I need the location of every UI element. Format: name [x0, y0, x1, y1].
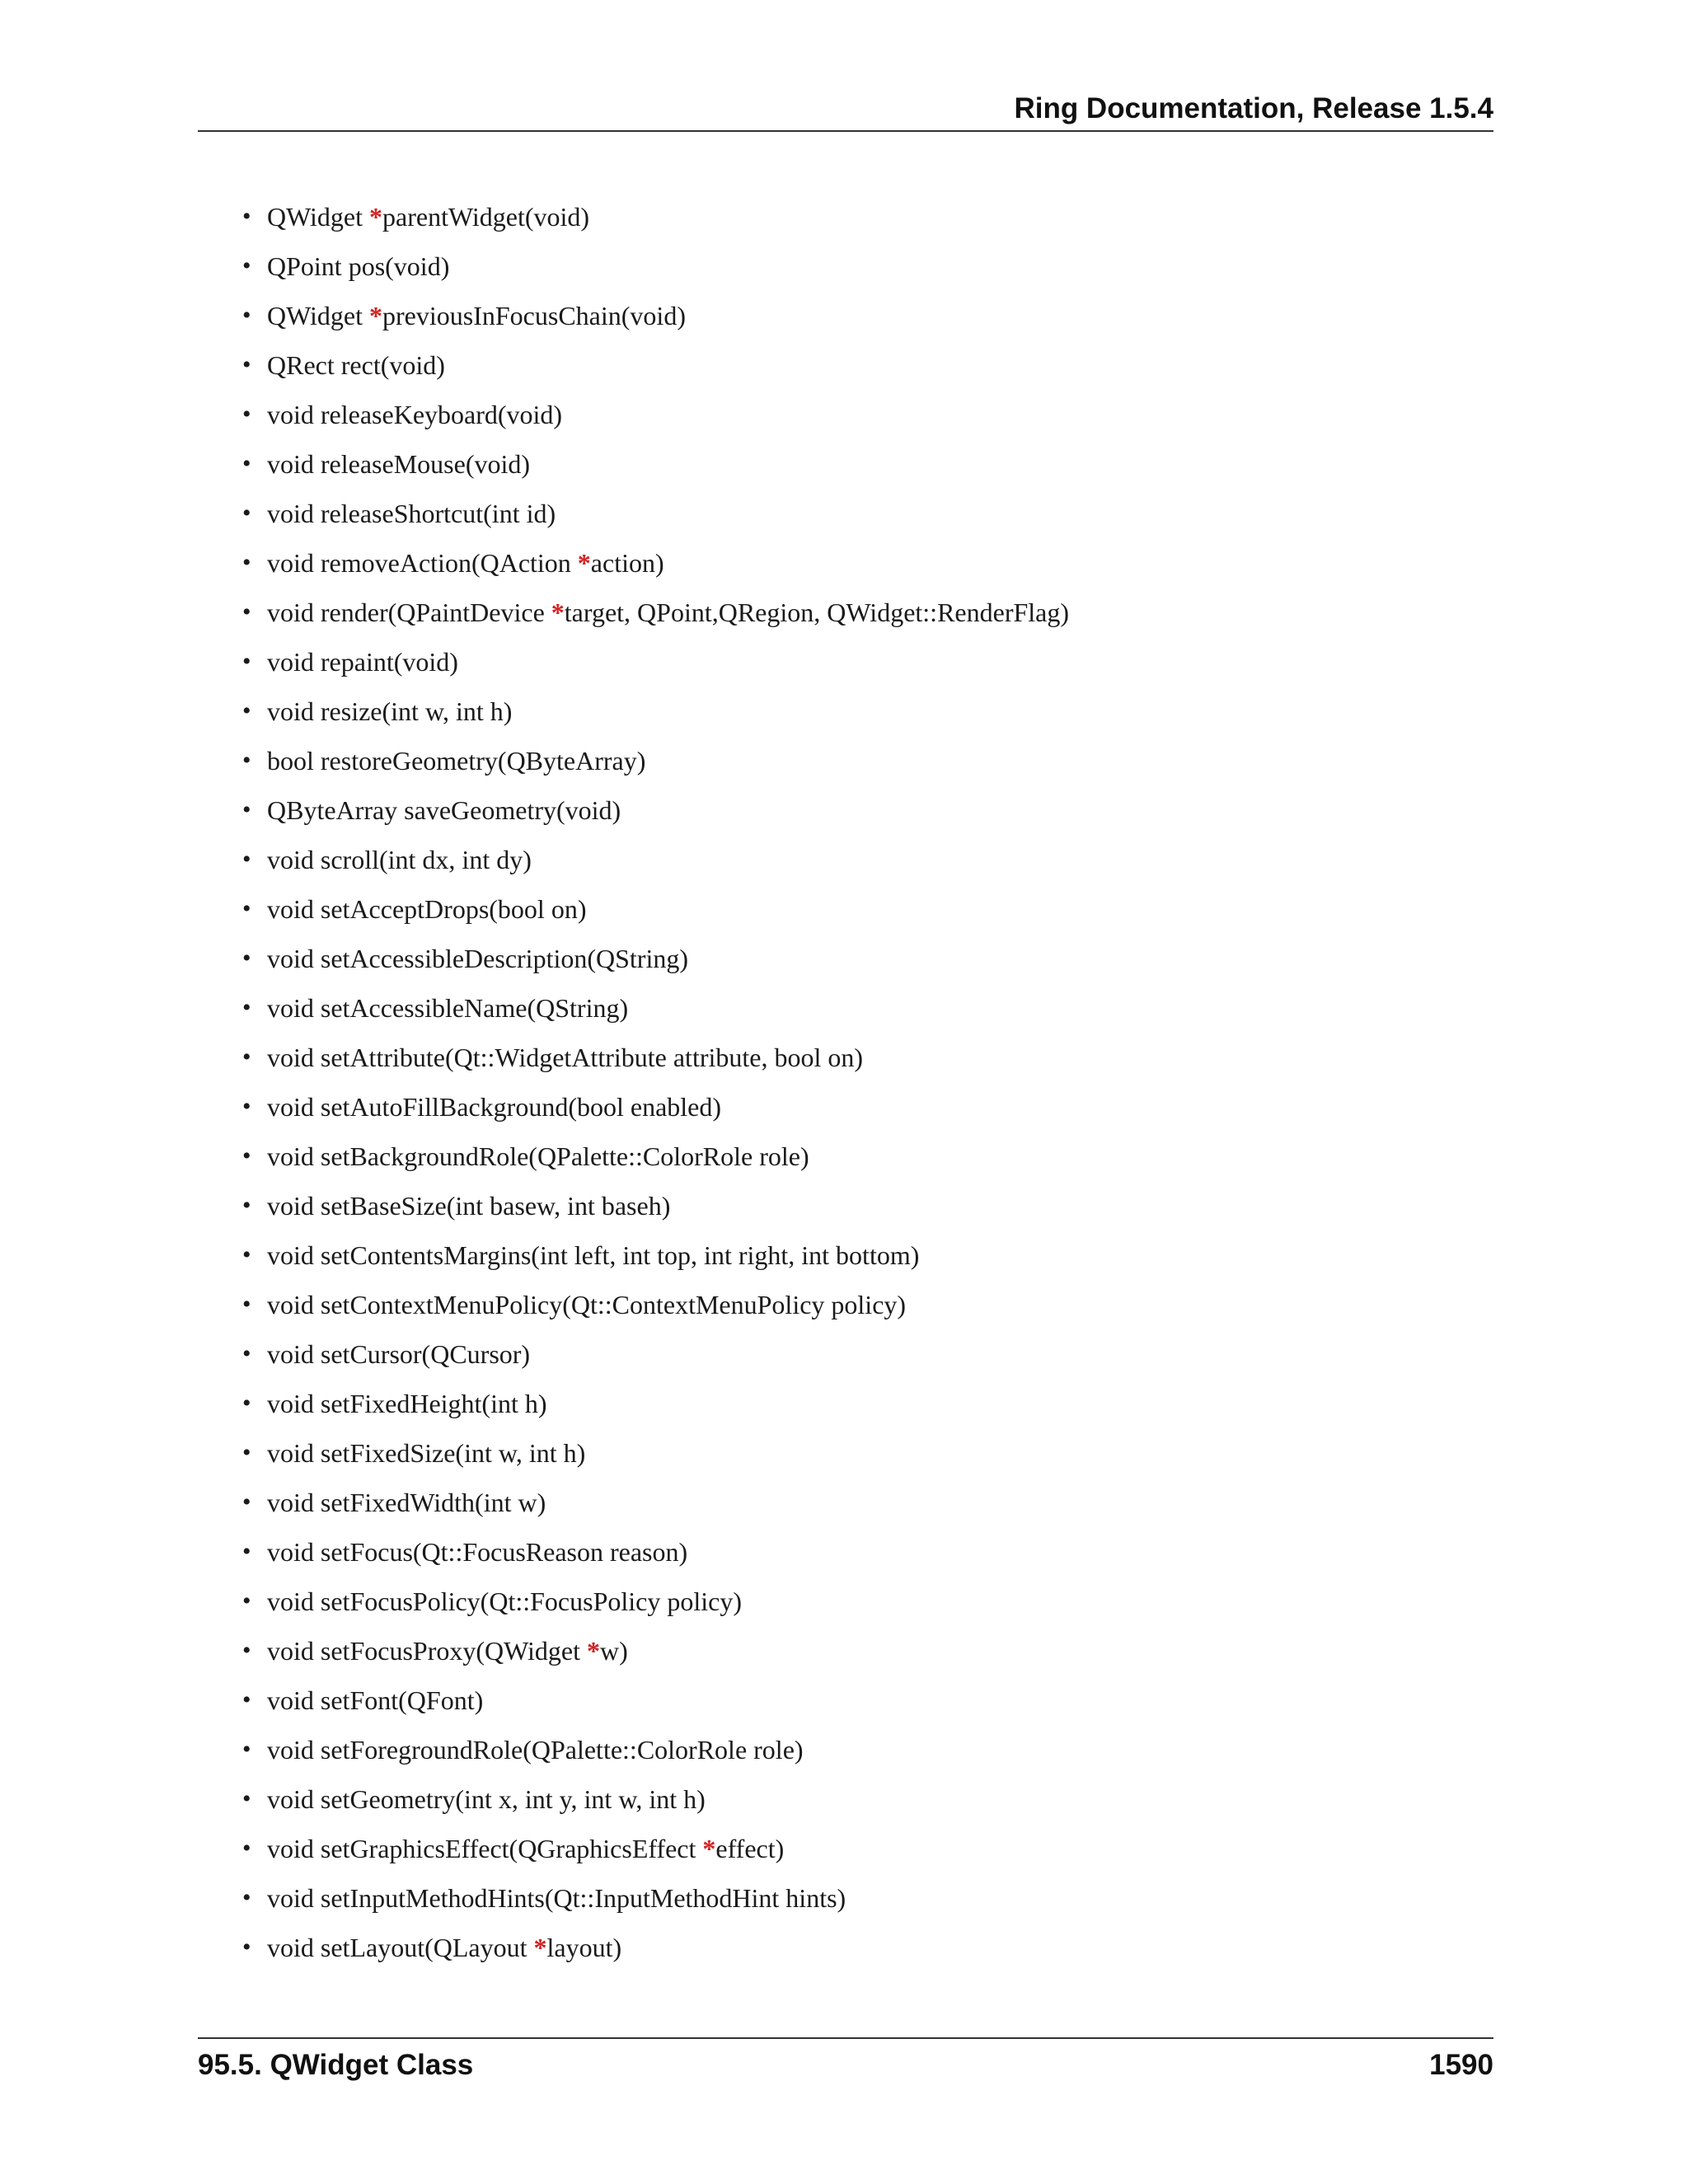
bullet-icon: • — [242, 1142, 251, 1169]
list-item — [242, 1480, 1069, 1530]
bullet-icon: • — [242, 1439, 251, 1466]
bullet-icon: • — [242, 1192, 251, 1219]
list-item — [242, 590, 1069, 640]
bullet-icon: • — [242, 796, 251, 823]
list-item — [242, 442, 1069, 491]
method-signature: void setAcceptDrops(bool on) — [267, 894, 587, 924]
pointer-marker: * — [533, 1933, 547, 1962]
bullet-icon: • — [242, 1736, 251, 1763]
method-signature: void setFocusPolicy(Qt::FocusPolicy policy) — [267, 1586, 742, 1616]
bullet-icon: • — [242, 1340, 251, 1367]
bullet-icon: • — [242, 401, 251, 428]
method-signature: void releaseShortcut(int id) — [267, 499, 556, 528]
bullet-icon: • — [242, 302, 251, 329]
list-item — [242, 986, 1069, 1035]
bullet-icon: • — [242, 1587, 251, 1615]
bullet-icon: • — [242, 1390, 251, 1417]
method-signature: void setLayout(QLayout — [267, 1933, 534, 1962]
list-item — [242, 1579, 1069, 1629]
method-signature: void setBackgroundRole(QPalette::ColorRole role) — [267, 1141, 809, 1171]
bullet-icon: • — [242, 1785, 251, 1812]
list-item — [242, 1085, 1069, 1134]
list-item — [242, 1530, 1069, 1579]
method-signature: void resize(int w, int h) — [267, 696, 513, 726]
method-signature: bool restoreGeometry(QByteArray) — [267, 746, 646, 776]
bullet-icon: • — [242, 1488, 251, 1516]
list-item — [242, 1183, 1069, 1233]
bullet-icon: • — [242, 1093, 251, 1120]
list-item — [242, 887, 1069, 936]
method-signature: void scroll(int dx, int dy) — [267, 845, 532, 874]
method-signature: void setAttribute(Qt::WidgetAttribute attribute, bool on) — [267, 1043, 864, 1072]
bullet-icon: • — [242, 895, 251, 922]
list-item — [242, 194, 1069, 244]
bullet-icon: • — [242, 252, 251, 279]
bullet-icon: • — [242, 1538, 251, 1565]
pointer-marker: * — [369, 202, 383, 232]
list-item — [242, 1629, 1069, 1678]
method-signature: void setFixedWidth(int w) — [267, 1488, 546, 1517]
list-item — [242, 392, 1069, 442]
list-item — [242, 1332, 1069, 1381]
pointer-marker: * — [369, 301, 383, 330]
method-signature: void render(QPaintDevice — [267, 598, 551, 627]
bullet-icon: • — [242, 846, 251, 873]
list-item — [242, 640, 1069, 689]
method-signature-rest: effect) — [715, 1834, 785, 1863]
list-item — [242, 1431, 1069, 1480]
list-item — [242, 936, 1069, 986]
list-item — [242, 1134, 1069, 1183]
bullet-icon: • — [242, 1637, 251, 1664]
method-signature: void setFocusProxy(QWidget — [267, 1636, 588, 1666]
pointer-marker: * — [577, 548, 591, 578]
method-signature: void setGraphicsEffect(QGraphicsEffect — [267, 1834, 703, 1863]
list-item — [242, 788, 1069, 837]
method-signature: void setForegroundRole(QPalette::ColorRole role) — [267, 1735, 804, 1765]
bullet-icon: • — [242, 450, 251, 477]
method-signature: void setInputMethodHints(Qt::InputMethodHint hints) — [267, 1883, 846, 1913]
bullet-icon: • — [242, 944, 251, 972]
method-signature-rest: target, QPoint,QRegion, QWidget::RenderFlag) — [564, 598, 1070, 627]
list-item — [242, 1678, 1069, 1727]
list-item — [242, 1282, 1069, 1332]
section-title: 95.5. QWidget Class — [198, 2049, 474, 2081]
method-signature: void setCursor(QCursor) — [267, 1339, 531, 1369]
method-signature: void setContextMenuPolicy(Qt::ContextMenuPolicy policy) — [267, 1290, 907, 1319]
method-signature-rest: parentWidget(void) — [382, 202, 590, 232]
method-signature: void setFixedHeight(int h) — [267, 1389, 547, 1418]
method-signature: void setAccessibleName(QString) — [267, 993, 629, 1023]
list-item — [242, 837, 1069, 887]
method-signature: QRect rect(void) — [267, 350, 445, 380]
method-signature: void setAutoFillBackground(bool enabled) — [267, 1092, 722, 1122]
method-signature: void setBaseSize(int basew, int baseh) — [267, 1191, 671, 1221]
pointer-marker: * — [702, 1834, 716, 1863]
list-item — [242, 1727, 1069, 1777]
bullet-icon: • — [242, 1933, 251, 1961]
bullet-icon: • — [242, 747, 251, 774]
bullet-icon: • — [242, 648, 251, 675]
method-signature: void removeAction(QAction — [267, 548, 578, 578]
bullet-icon: • — [242, 1686, 251, 1713]
bullet-icon: • — [242, 1241, 251, 1268]
list-item — [242, 244, 1069, 293]
method-signature: QWidget — [267, 202, 370, 232]
bullet-icon: • — [242, 1043, 251, 1071]
method-signature: void setFixedSize(int w, int h) — [267, 1438, 586, 1468]
pointer-marker: * — [551, 598, 565, 627]
list-item — [242, 1233, 1069, 1282]
bullet-icon: • — [242, 203, 251, 230]
method-signature-rest: previousInFocusChain(void) — [382, 301, 686, 330]
method-signature: void setFont(QFont) — [267, 1685, 484, 1715]
bullet-icon: • — [242, 994, 251, 1021]
method-signature-rest: layout) — [546, 1933, 622, 1962]
method-signature: QWidget — [267, 301, 370, 330]
method-list — [242, 194, 1069, 1975]
method-signature: void repaint(void) — [267, 647, 458, 677]
method-signature: void setAccessibleDescription(QString) — [267, 944, 688, 973]
method-signature: void setContentsMargins(int left, int top, int right, int bottom) — [267, 1240, 920, 1270]
bullet-icon: • — [242, 1835, 251, 1862]
page-footer — [198, 2037, 1493, 2088]
list-item — [242, 343, 1069, 392]
list-item — [242, 1381, 1069, 1431]
list-item — [242, 1925, 1069, 1975]
list-item — [242, 293, 1069, 343]
list-item — [242, 1777, 1069, 1826]
method-signature-rest: w) — [600, 1636, 628, 1666]
list-item — [242, 1826, 1069, 1876]
page-number: 1590 — [1429, 2049, 1493, 2081]
pointer-marker: * — [587, 1636, 601, 1666]
bullet-icon: • — [242, 697, 251, 724]
bullet-icon: • — [242, 351, 251, 378]
method-signature: QByteArray saveGeometry(void) — [267, 795, 621, 825]
bullet-icon: • — [242, 598, 251, 626]
method-signature: QPoint pos(void) — [267, 251, 450, 281]
list-item — [242, 689, 1069, 738]
method-signature: void releaseKeyboard(void) — [267, 400, 563, 429]
list-item — [242, 1035, 1069, 1085]
document-title: Ring Documentation, Release 1.5.4 — [1014, 92, 1493, 124]
list-item — [242, 738, 1069, 788]
bullet-icon: • — [242, 1291, 251, 1318]
bullet-icon: • — [242, 499, 251, 527]
page-header — [198, 89, 1493, 132]
bullet-icon: • — [242, 1884, 251, 1911]
bullet-icon: • — [242, 549, 251, 576]
method-signature-rest: action) — [590, 548, 664, 578]
list-item — [242, 541, 1069, 590]
list-item — [242, 1876, 1069, 1925]
list-item — [242, 491, 1069, 541]
method-signature: void setFocus(Qt::FocusReason reason) — [267, 1537, 688, 1567]
method-signature: void releaseMouse(void) — [267, 449, 531, 479]
method-signature: void setGeometry(int x, int y, int w, int h) — [267, 1784, 706, 1814]
